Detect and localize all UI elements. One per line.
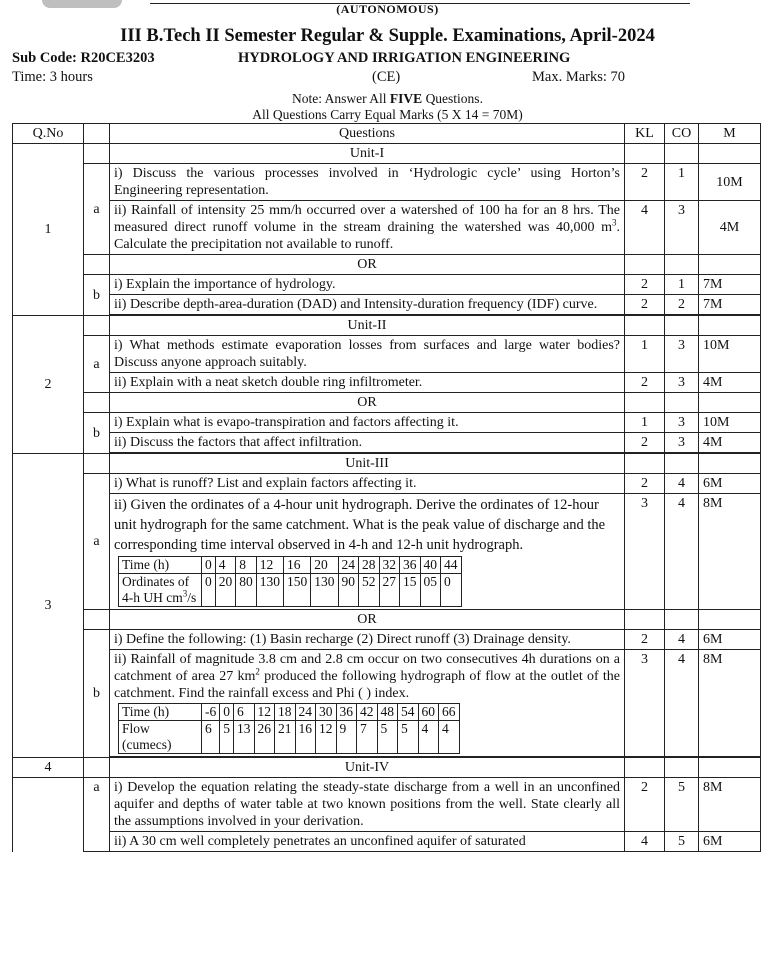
table-cell: 36 [400,557,421,574]
kl-value: 3 [625,494,665,610]
kl-value: 2 [625,164,665,201]
marks-value: 8M [699,494,761,610]
co-value: 1 [665,275,699,295]
table-cell: 6 [202,721,220,754]
question-number: 1 [13,144,84,316]
co-value: 5 [665,832,699,852]
table-cell: 30 [316,704,337,721]
table-cell: 4 [215,557,236,574]
question-text: i) Explain what is evapo-transpiration and factors affecting it. [110,413,625,433]
question-table [12,123,761,852]
table-cell: 48 [377,704,398,721]
co-value: 3 [665,373,699,393]
table-cell: 0 [220,704,234,721]
autonomous-label: (AUTONOMOUS) [336,2,439,16]
marks-value: 4M [699,201,761,255]
col-kl: KL [625,124,665,144]
col-qno: Q.No [13,124,84,144]
marks-value: 7M [699,275,761,295]
table-cell: 12 [254,704,275,721]
unit-heading: Unit-III [110,454,625,474]
question-text: ii) Discuss the factors that affect infiltration. [110,433,625,453]
table-cell: 21 [275,721,296,754]
co-value: 3 [665,433,699,453]
co-value: 3 [665,413,699,433]
row-label: Ordinates of 4-h UH $cm^3/s$ [119,574,202,607]
table-cell: 42 [357,704,378,721]
kl-value: 1 [625,413,665,433]
table-header-row [13,124,761,144]
question-text: i) Define the following: (1) Basin recharge (2) Direct runoff (3) Drainage density. [110,630,625,650]
note-marks: All Questions Carry Equal Marks (5 X 14 = 70M) [252,107,523,122]
question-text: ii) Rainfall of magnitude 3.8 cm and 2.8 cm occur on two consecutives 4h durations on a catchment of area 27 $km^2$ produced the following hydrograph of flow at the outlet of the catchment. Find the rainfall excess and Phi ( ) index. Time (h) -6 0 6 12 18 24 30 36 42 48 54 60 66 Flow (cumecs) 6 5 13 26 21 16 12 9 7 5 5 4 4 [110,650,625,757]
table-cell: 13 [234,721,255,754]
kl-value: 1 [625,336,665,373]
question-number: 2 [13,316,84,454]
sub-code: Sub Code: R20CE3203 [12,50,155,66]
kl-value: 4 [625,201,665,255]
table-cell: 15 [400,574,421,607]
table-cell: 0 [202,574,216,607]
table-cell: 150 [284,574,311,607]
question-text: ii) Given the ordinates of a 4-hour unit hydrograph. Derive the ordinates of 12-hour unit hydrograph for the same catchment. What is the peak value of discharge and the corresponding time interval observed in 4-h and 12-h unit hydrograph. Time (h) 0 4 8 12 16 20 24 28 32 36 40 44 Ordinates of 4-h UH $cm^3/s$ 0 20 80 130 150 130 90 52 27 15 05 0 [110,494,625,610]
table-cell: 20 [215,574,236,607]
marks-value: 4M [699,373,761,393]
question-text: ii) Rainfall of intensity 25 mm/h occurred over a watershed of 100 ha for an 8 hrs. The measured direct runoff volume in the stream draining the watershed was 40,000 $m^3$. Calculate the precipitation not available to runoff. [110,201,625,255]
or-separator: OR [110,255,625,275]
max-marks: Max. Marks: 70 [532,69,626,85]
question-text: i) Develop the equation relating the steady-state discharge from a well in an unconfined aquifer and depths of water table at two known positions from the well. State clearly all the assumptions involved in your derivation. [110,778,625,832]
table-cell: 6 [234,704,255,721]
marks-value: 8M [699,778,761,832]
table-cell: 28 [359,557,380,574]
marks-value: 6M [699,630,761,650]
part-label: a [84,474,110,610]
question-text: i) What is runoff? List and explain factors affecting it. [110,474,625,494]
table-cell: 24 [338,557,359,574]
row-label: Flow (cumecs) [119,721,202,754]
table-cell: 130 [256,574,283,607]
kl-value: 2 [625,373,665,393]
col-questions: Questions [110,124,625,144]
table-cell: 5 [220,721,234,754]
row-label: Time (h) [119,557,202,574]
question-number: 3 [13,454,84,758]
or-separator: OR [110,393,625,413]
question-text: i) What methods estimate evaporation losses from surfaces and large water bodies? Discuss anyone approach suitably. [110,336,625,373]
part-label: a [84,336,110,393]
note-line: Note: Answer All FIVE Questions. [292,91,483,106]
table-cell: 40 [420,557,441,574]
co-value: 2 [665,295,699,315]
table-cell: 20 [311,557,338,574]
question-text: i) Discuss the various processes involved in ‘Hydrologic cycle’ using Horton’s Engineering representation. [110,164,625,201]
table-cell: 05 [420,574,441,607]
exam-title: III B.Tech II Semester Regular & Supple. Examinations, April-2024 [120,26,655,46]
question-text: ii) Explain with a neat sketch double ring infiltrometer. [110,373,625,393]
co-value: 4 [665,650,699,757]
kl-value: 2 [625,474,665,494]
table-cell: 16 [295,721,316,754]
table-cell: 9 [336,721,357,754]
marks-value: 10M [699,413,761,433]
table-cell: 54 [398,704,419,721]
marks-value: 6M [699,474,761,494]
table-cell: 8 [236,557,257,574]
kl-value: 3 [625,650,665,757]
table-cell: 5 [398,721,419,754]
marks-value: 8M [699,650,761,757]
col-m: M [699,124,761,144]
table-cell: 24 [295,704,316,721]
table-cell: 52 [359,574,380,607]
unit-heading: Unit-IV [110,758,625,778]
table-cell: 18 [275,704,296,721]
part-label: a [84,164,110,255]
kl-value: 2 [625,630,665,650]
table-cell: 130 [311,574,338,607]
unit-heading: Unit-II [110,316,625,336]
part-label: b [84,630,110,758]
marks-value: 10M [699,164,761,201]
or-separator: OR [110,610,625,630]
table-cell: 66 [439,704,460,721]
table-cell: 32 [379,557,400,574]
co-value: 3 [665,201,699,255]
exam-time: Time: 3 hours [12,69,93,85]
table-cell: 12 [256,557,283,574]
row-label: Time (h) [119,704,202,721]
table-cell: 36 [336,704,357,721]
kl-value: 2 [625,275,665,295]
marks-value: 7M [699,295,761,315]
uh-ordinates-table [118,556,462,607]
co-value: 4 [665,474,699,494]
part-label: a [84,778,110,852]
co-value: 4 [665,494,699,610]
table-cell: 26 [254,721,275,754]
table-cell: 5 [377,721,398,754]
table-cell: 4 [439,721,460,754]
question-number: 4 [13,758,84,778]
question-text: ii) A 30 cm well completely penetrates an unconfined aquifer of saturated [110,832,625,852]
co-value: 4 [665,630,699,650]
table-cell: 0 [441,574,462,607]
table-cell: 16 [284,557,311,574]
table-cell: 12 [316,721,337,754]
question-text: i) Explain the importance of hydrology. [110,275,625,295]
kl-value: 2 [625,433,665,453]
kl-value: 2 [625,778,665,832]
question-text: ii) Describe depth-area-duration (DAD) and Intensity-duration frequency (IDF) curve. [110,295,625,315]
col-co: CO [665,124,699,144]
table-cell: 90 [338,574,359,607]
co-value: 3 [665,336,699,373]
part-label: b [84,275,110,316]
kl-value: 2 [625,295,665,315]
table-cell: 27 [379,574,400,607]
table-cell: 44 [441,557,462,574]
co-value: 5 [665,778,699,832]
table-cell: -6 [202,704,220,721]
table-cell: 80 [236,574,257,607]
table-cell: 60 [418,704,439,721]
marks-value: 4M [699,433,761,453]
table-cell: 0 [202,557,216,574]
subject-name: HYDROLOGY AND IRRIGATION ENGINEERING [238,50,571,66]
marks-value: 10M [699,336,761,373]
co-value: 1 [665,164,699,201]
kl-value: 4 [625,832,665,852]
table-cell: 4 [418,721,439,754]
unit-heading: Unit-I [110,144,625,164]
branch: (CE) [372,69,401,85]
marks-value: 6M [699,832,761,852]
part-label: b [84,413,110,454]
flow-hydrograph-table [118,703,460,754]
table-cell: 7 [357,721,378,754]
